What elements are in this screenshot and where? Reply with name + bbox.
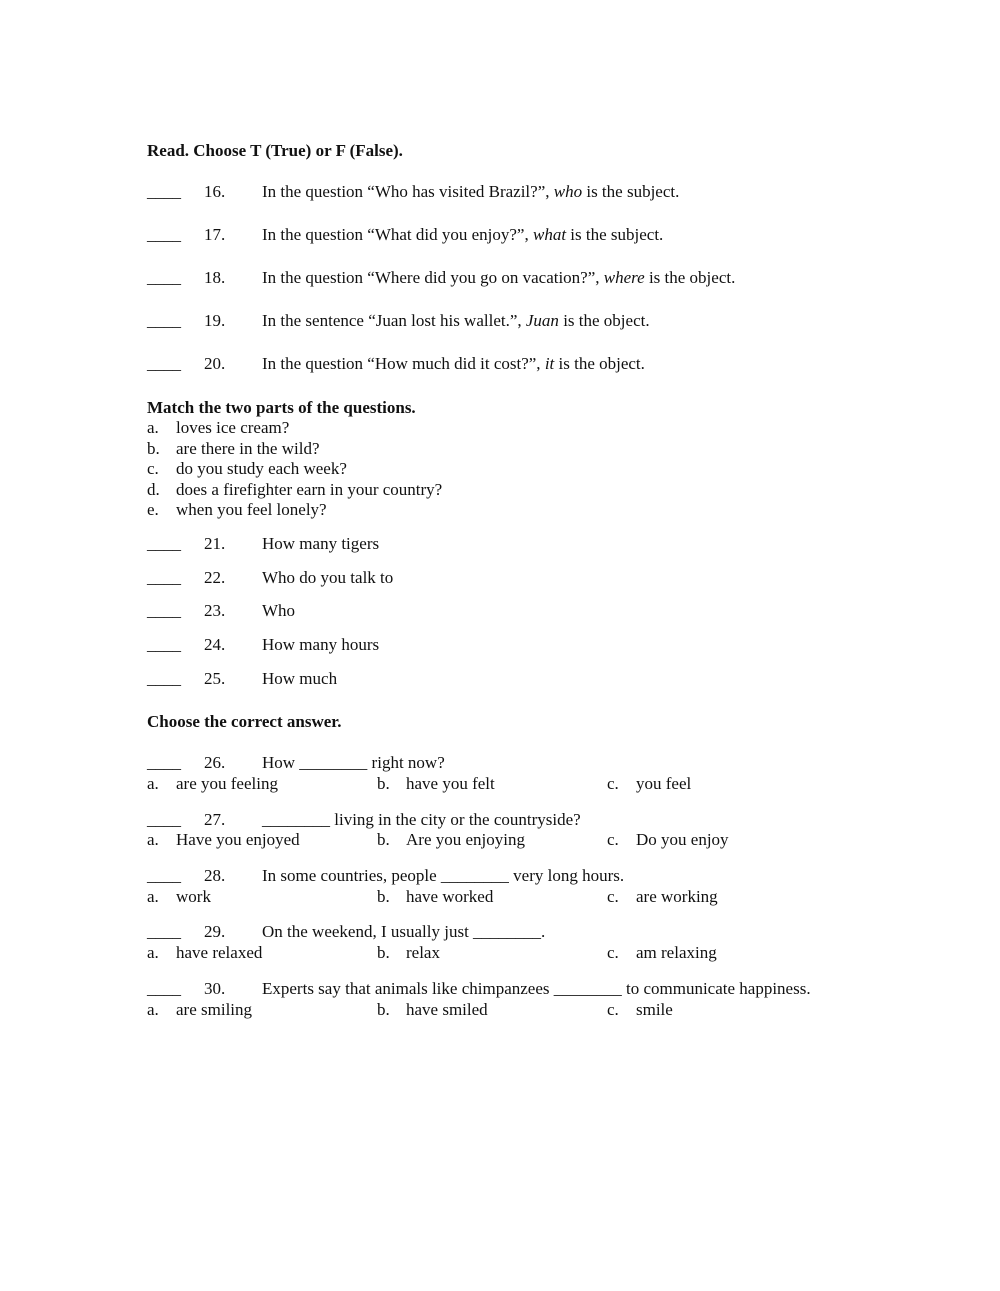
item-number: 30. [204, 979, 226, 998]
answer-blank[interactable]: ____ [147, 268, 181, 287]
choice-a-letter: a. [147, 830, 159, 849]
choice-b-letter: b. [377, 887, 390, 906]
item-number: 21. [204, 534, 226, 553]
choice-b-letter: b. [377, 830, 390, 849]
choice-b-text: Are you enjoying [406, 830, 525, 849]
item-text: How many tigers [262, 534, 380, 553]
choice-a-letter: a. [147, 943, 159, 962]
item-number: 20. [204, 354, 226, 373]
answer-blank[interactable]: ____ [147, 753, 181, 772]
option-text: do you study each week? [176, 459, 347, 478]
section-heading-match: Match the two parts of the questions. [147, 398, 416, 417]
choice-c-text: are working [636, 887, 718, 906]
item-question: Experts say that animals like chimpanzees ________ to communicate happiness. [262, 979, 811, 998]
option-letter: a. [147, 418, 159, 437]
item-question: On the weekend, I usually just ________. [262, 922, 546, 941]
answer-blank[interactable]: ____ [147, 354, 181, 373]
item-number: 19. [204, 311, 226, 330]
option-letter: c. [147, 459, 159, 478]
choice-a-letter: a. [147, 774, 159, 793]
choice-a-text: are you feeling [176, 774, 278, 793]
choice-c-text: am relaxing [636, 943, 717, 962]
item-text: Who [262, 601, 296, 620]
item-question: In some countries, people ________ very long hours. [262, 866, 625, 885]
option-text: does a firefighter earn in your country? [176, 480, 443, 499]
choice-b-letter: b. [377, 774, 390, 793]
choice-b-text: have worked [406, 887, 494, 906]
item-question: ________ living in the city or the countryside? [262, 810, 581, 829]
option-text: loves ice cream? [176, 418, 290, 437]
answer-blank[interactable]: ____ [147, 568, 181, 587]
answer-blank[interactable]: ____ [147, 601, 181, 620]
option-letter: e. [147, 500, 159, 519]
item-number: 25. [204, 669, 226, 688]
item-number: 28. [204, 866, 226, 885]
item-statement: In the sentence “Juan lost his wallet.”, Juan is the object. [262, 311, 650, 330]
choice-c-text: you feel [636, 774, 692, 793]
answer-blank[interactable]: ____ [147, 979, 181, 998]
choice-c-letter: c. [607, 830, 619, 849]
answer-blank[interactable]: ____ [147, 182, 181, 201]
choice-c-text: Do you enjoy [636, 830, 729, 849]
option-text: are there in the wild? [176, 439, 320, 458]
choice-a-text: have relaxed [176, 943, 263, 962]
item-text: Who do you talk to [262, 568, 394, 587]
item-number: 23. [204, 601, 226, 620]
item-number: 16. [204, 182, 226, 201]
choice-a-text: are smiling [176, 1000, 253, 1019]
item-number: 26. [204, 753, 226, 772]
answer-blank[interactable]: ____ [147, 866, 181, 885]
choice-c-text: smile [636, 1000, 673, 1019]
item-number: 29. [204, 922, 226, 941]
choice-c-letter: c. [607, 1000, 619, 1019]
item-text: How much [262, 669, 338, 688]
item-statement: In the question “Where did you go on vacation?”, where is the object. [262, 268, 736, 287]
choice-b-text: have smiled [406, 1000, 488, 1019]
item-statement: In the question “Who has visited Brazil?”, who is the subject. [262, 182, 680, 201]
answer-blank[interactable]: ____ [147, 810, 181, 829]
choice-b-text: relax [406, 943, 440, 962]
choice-c-letter: c. [607, 887, 619, 906]
item-number: 24. [204, 635, 226, 654]
item-number: 22. [204, 568, 226, 587]
answer-blank[interactable]: ____ [147, 311, 181, 330]
answer-blank[interactable]: ____ [147, 669, 181, 688]
answer-blank[interactable]: ____ [147, 534, 181, 553]
answer-blank[interactable]: ____ [147, 635, 181, 654]
answer-blank[interactable]: ____ [147, 225, 181, 244]
choice-b-letter: b. [377, 1000, 390, 1019]
choice-a-letter: a. [147, 887, 159, 906]
item-number: 18. [204, 268, 226, 287]
choice-a-text: work [176, 887, 211, 906]
choice-b-letter: b. [377, 943, 390, 962]
option-letter: b. [147, 439, 160, 458]
item-text: How many hours [262, 635, 380, 654]
choice-a-text: Have you enjoyed [176, 830, 300, 849]
item-number: 17. [204, 225, 226, 244]
item-number: 27. [204, 810, 226, 829]
section-heading-choose: Choose the correct answer. [147, 712, 342, 731]
item-question: How ________ right now? [262, 753, 445, 772]
item-statement: In the question “What did you enjoy?”, what is the subject. [262, 225, 664, 244]
choice-c-letter: c. [607, 943, 619, 962]
option-text: when you feel lonely? [176, 500, 327, 519]
answer-blank[interactable]: ____ [147, 922, 181, 941]
section-heading-true-false: Read. Choose T (True) or F (False). [147, 141, 403, 160]
choice-c-letter: c. [607, 774, 619, 793]
choice-b-text: have you felt [406, 774, 495, 793]
choice-a-letter: a. [147, 1000, 159, 1019]
option-letter: d. [147, 480, 160, 499]
item-statement: In the question “How much did it cost?”, it is the object. [262, 354, 645, 373]
